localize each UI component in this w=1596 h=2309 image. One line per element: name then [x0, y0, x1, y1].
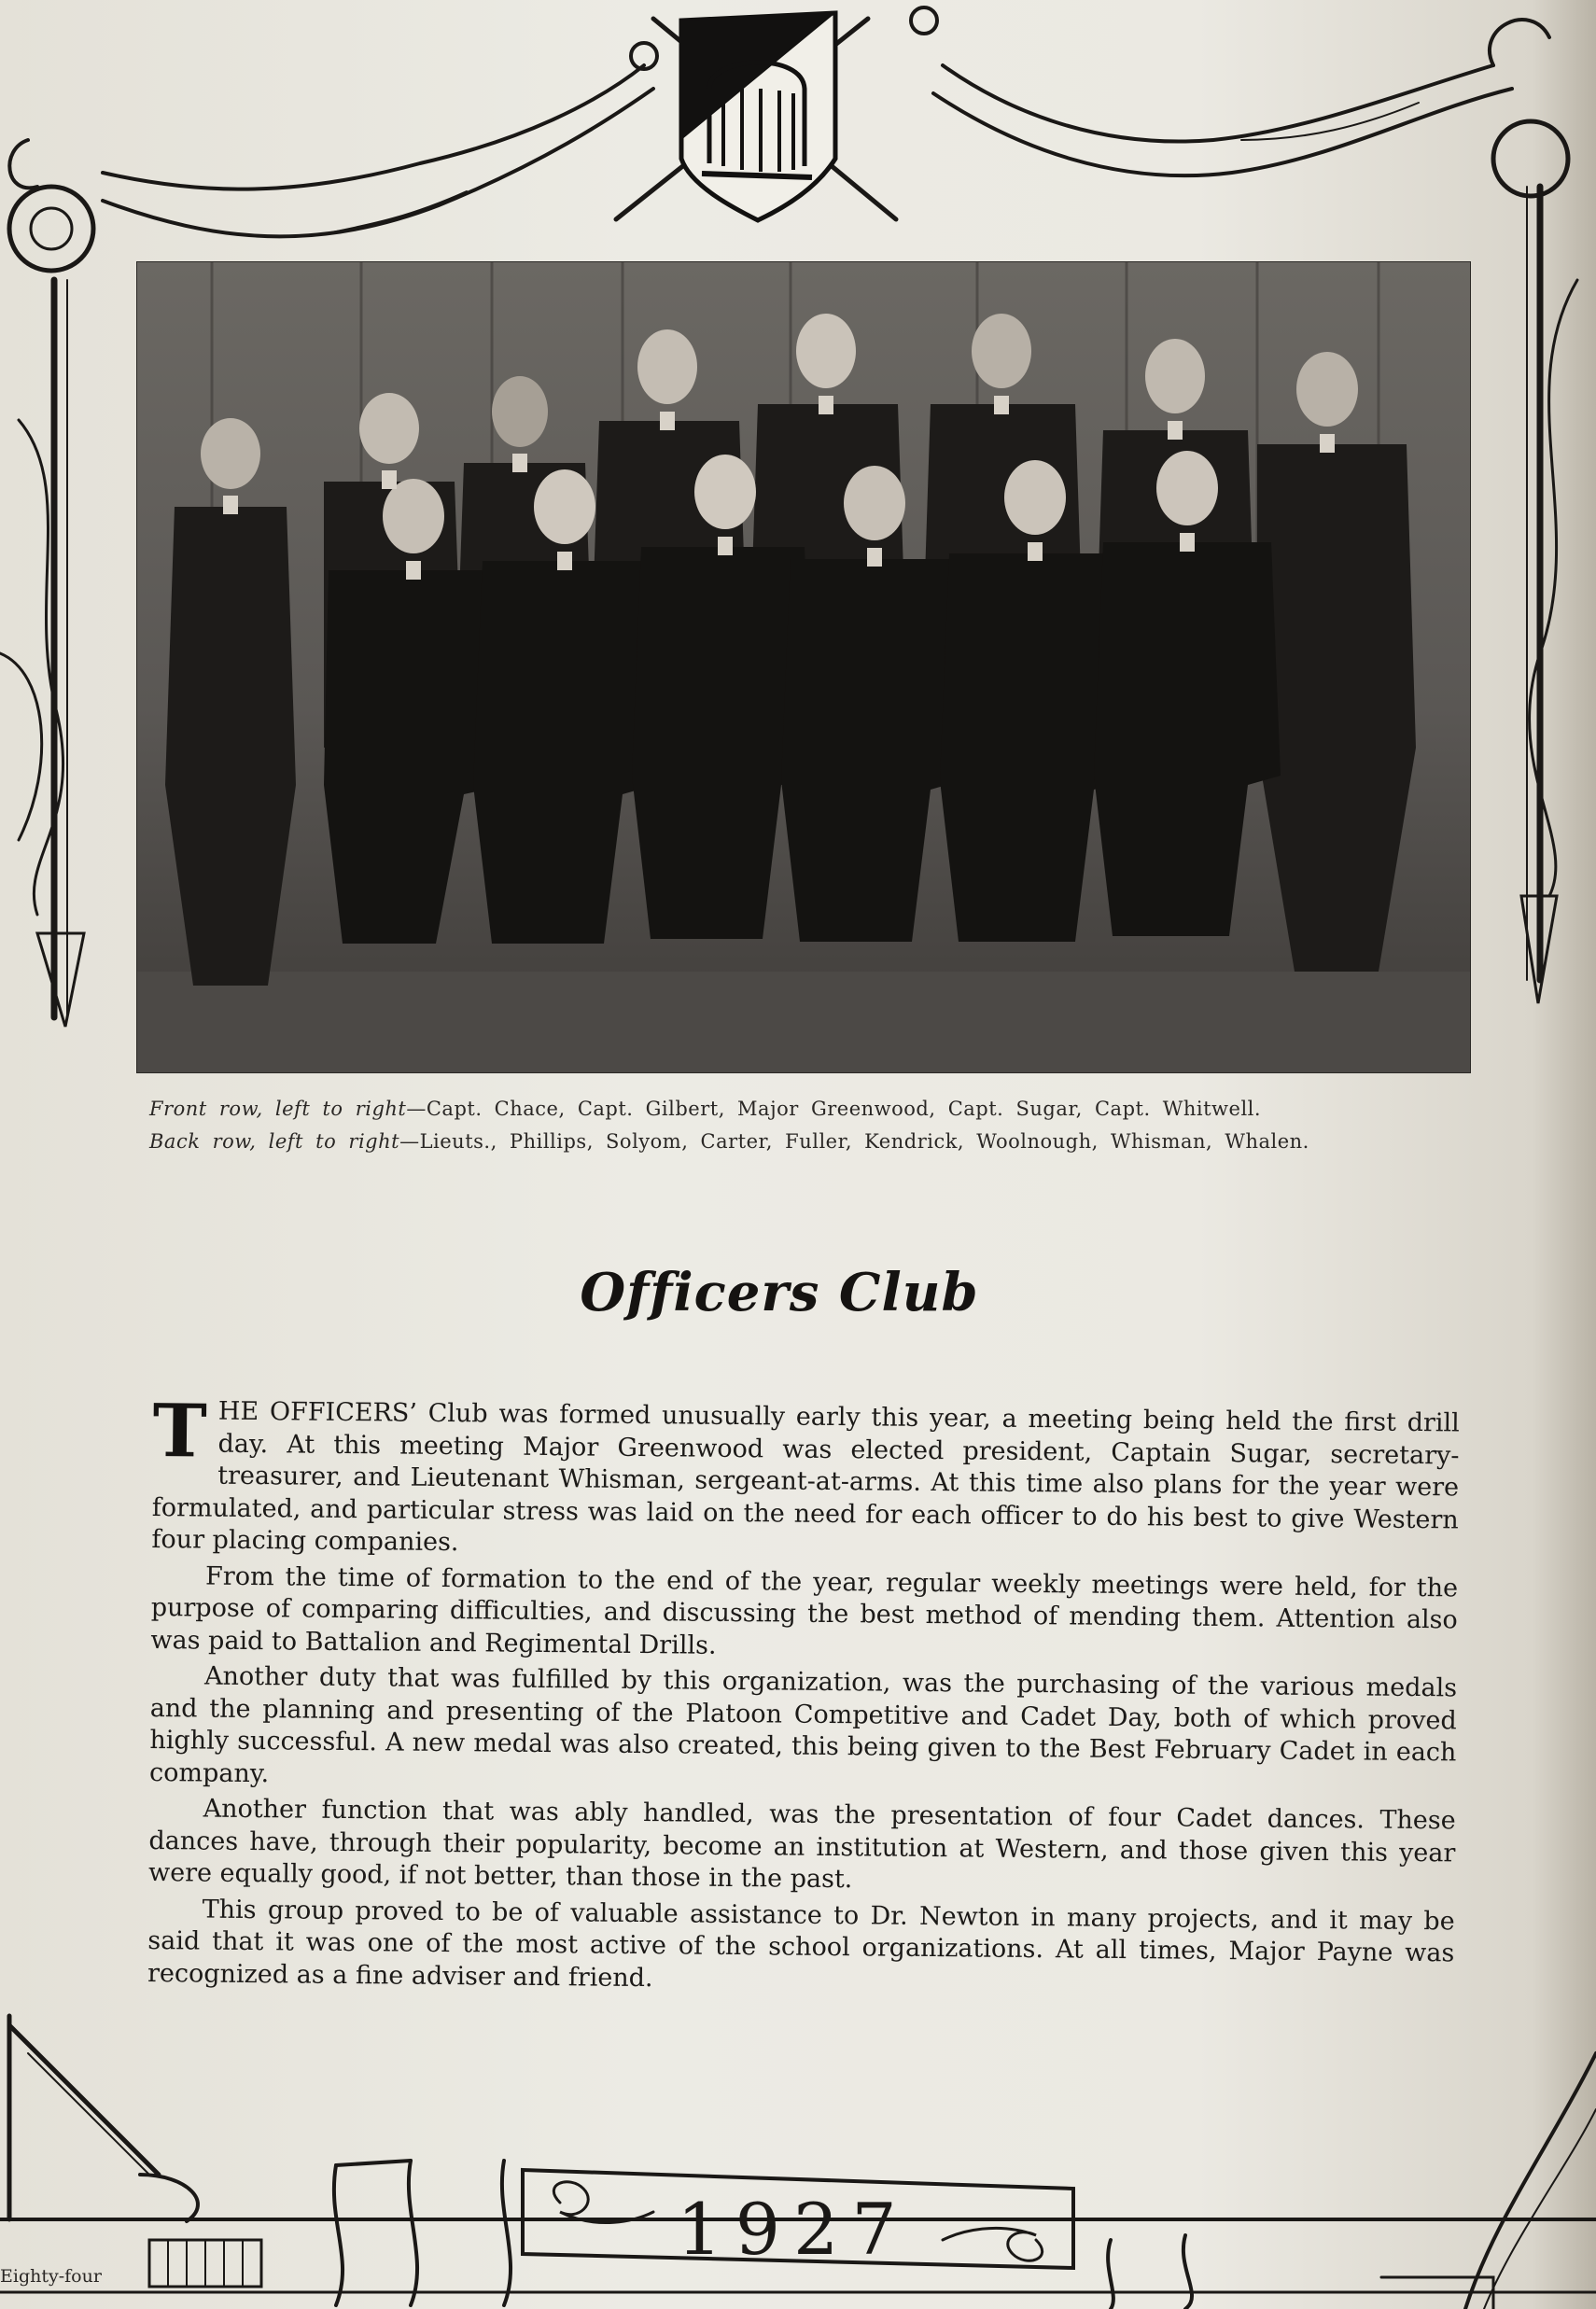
photo-caption-back-row — [149, 1130, 1363, 1153]
group-photograph — [136, 261, 1471, 1073]
caption-front-names: —Capt. Chace, Capt. Gilbert, Major Greenwood, Capt. Sugar, Capt. Whitwell. — [406, 1098, 1262, 1120]
paragraph-3: Another duty that was fulfilled by this organization, was the purchasing of the various medals and the planning and presenting of the Platoon Competitive and Cadet Day, both of which proved highly successful. A new medal was also created, this being given to the Best February Cadet in each company. — [148, 1661, 1458, 1788]
article-body — [147, 1389, 1460, 2006]
yearbook-year: 1927 — [677, 2188, 910, 2271]
paragraph-1 — [151, 1389, 1460, 1569]
paragraph-4: Another function that was ably handled, was the presentation of four Cadet dances. These dances have, through their popularity, become an institution at Western, and those given this year were equally good, if not better, than those in the past. — [147, 1794, 1456, 1895]
article-title: Officers Club — [580, 1262, 979, 1323]
page-number: Eighty-four — [0, 2266, 102, 2287]
caption-back-lead: Back row, left to right — [149, 1130, 400, 1153]
paragraph-1-text: HE OFFICERS’ Club was formed unusually early this year, a meeting being held the first drill day. At this meeting Major Greenwood was elected president, Captain Sugar, secretary-treasurer, and Lieutenant Whisman, sergeant-at-arms. At this time also plans for the year were formulated, and particular stress was laid on the need for each officer to do his best to give Western four placing companies. — [151, 1396, 1460, 1558]
caption-back-names: —Lieuts., Phillips, Solyom, Carter, Fuller, Kendrick, Woolnough, Whisman, Whalen. — [399, 1130, 1309, 1153]
drop-cap: T — [152, 1389, 208, 1475]
school-crest-icon — [681, 13, 835, 220]
paragraph-5: This group proved to be of valuable assistance to Dr. Newton in many projects, and it may be said that it was one of the most active of the school organizations. At all times, Major Payne was recognized as a fine adviser and friend. — [147, 1895, 1455, 1993]
caption-front-lead: Front row, left to right — [149, 1098, 407, 1120]
paragraph-2: From the time of formation to the end of the year, regular weekly meetings were held, for the purpose of comparing difficulties, and discussing the best method of mending them. Attention also was paid to Battalion and Regimental Drills. — [150, 1561, 1459, 1660]
photo-caption-front-row — [149, 1098, 1363, 1120]
